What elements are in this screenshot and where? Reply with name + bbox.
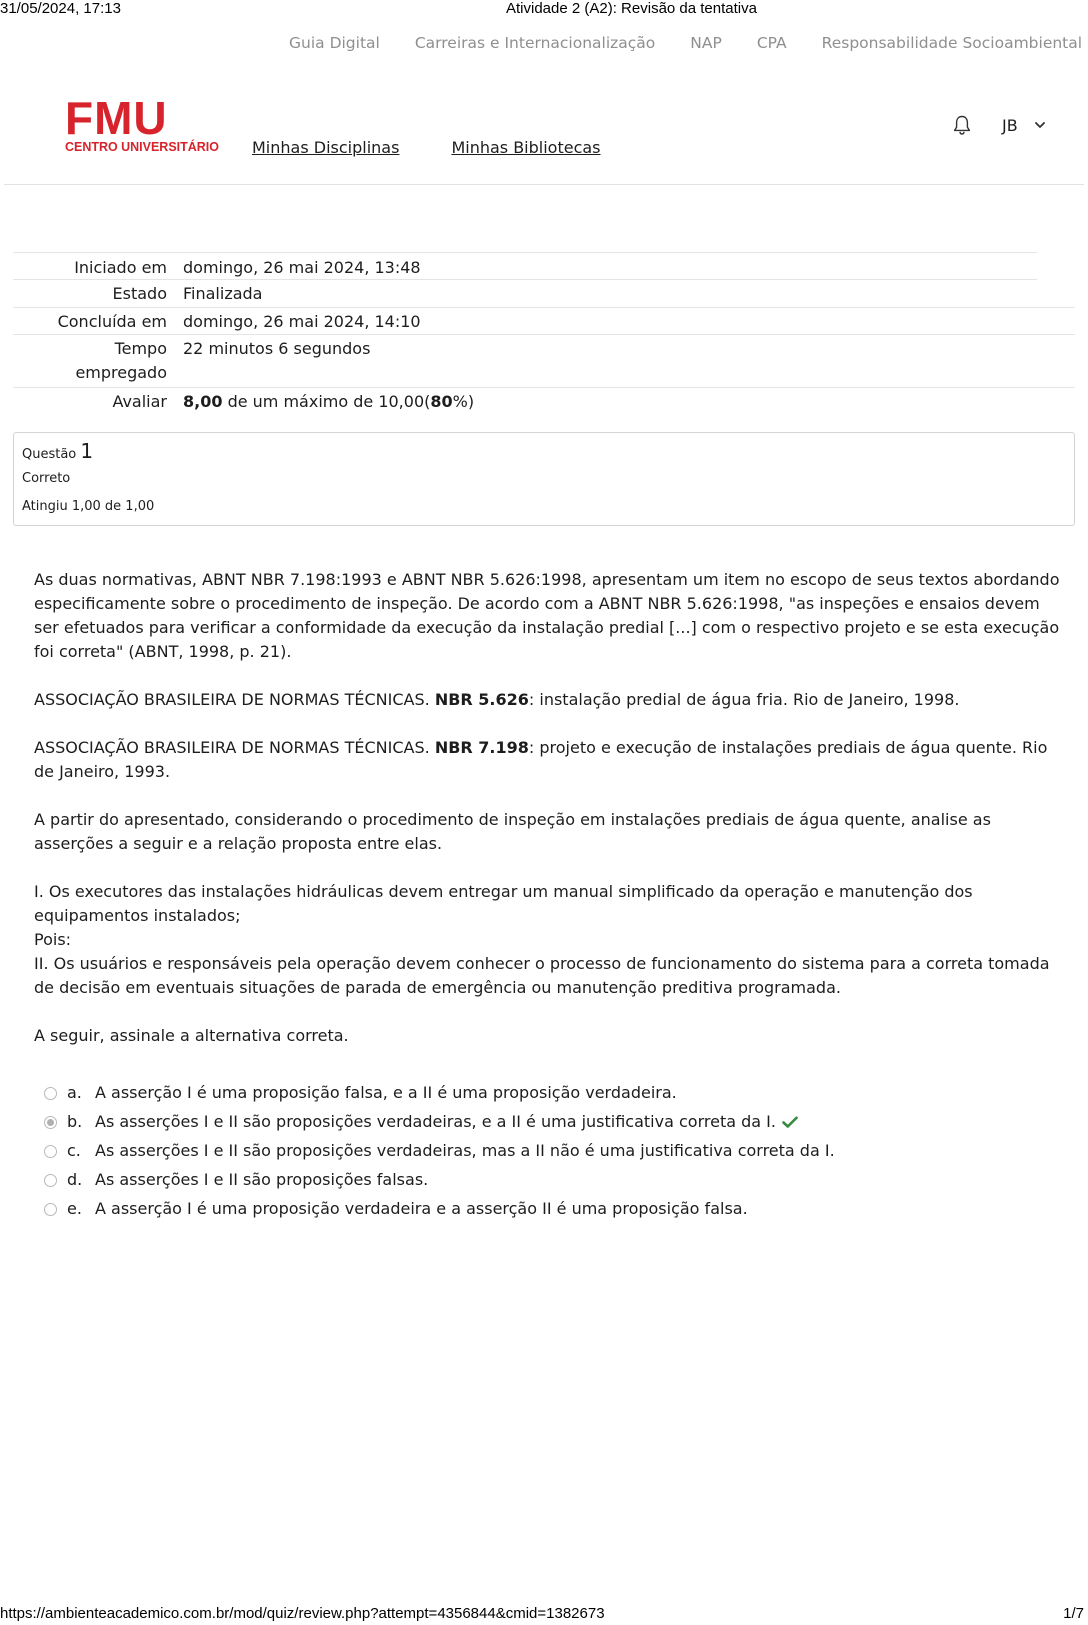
answer-letter: b.	[67, 1112, 83, 1131]
answer-letter: c.	[67, 1141, 81, 1160]
reference-standard: NBR 7.198	[434, 738, 529, 757]
answer-radio[interactable]	[44, 1174, 57, 1187]
reference-author: ASSOCIAÇÃO BRASILEIRA DE NORMAS TÉCNICAS.	[34, 738, 435, 757]
question-grade: Atingiu 1,00 de 1,00	[22, 499, 155, 514]
summary-row-estado	[13, 279, 1037, 307]
answer-radio[interactable]	[44, 1087, 57, 1100]
question-info-box	[13, 432, 1075, 526]
answer-text: As asserções I e II são proposições verdadeiras, mas a II não é uma justificativa correta da I.	[95, 1141, 835, 1160]
answer-options	[44, 1081, 1044, 1226]
user-area	[952, 114, 1046, 136]
question-text	[34, 568, 1064, 1048]
top-link-cpa[interactable]: CPA	[756, 34, 787, 52]
assertion-2: II. Os usuários e responsáveis pela operação devem conhecer o processo de funcionamento do sistema para a correta tomada de decisão em eventuais situações de parada de emergência ou manutenção preditiva programada.	[34, 954, 1050, 997]
summary-label	[13, 337, 167, 385]
reference-2	[34, 736, 1064, 784]
top-link-carreiras[interactable]: Carreiras e Internacionalização	[414, 34, 656, 52]
answer-text: As asserções I e II são proposições falsas.	[95, 1170, 429, 1189]
question-number-value: 1	[80, 439, 94, 463]
summary-row-iniciado	[13, 252, 1037, 279]
answer-text: As asserções I e II são proposições verdadeiras, e a II é uma justificativa correta da I.	[95, 1112, 776, 1131]
score-value: 8,00	[183, 392, 223, 411]
reference-title: : instalação predial de água fria. Rio de Janeiro, 1998.	[528, 690, 960, 709]
question-instruction: A seguir, assinale a alternativa correta.	[34, 1026, 349, 1045]
summary-row-tempo	[13, 334, 1075, 387]
check-icon	[782, 1116, 798, 1128]
print-footer	[0, 1605, 1088, 1625]
summary-label: Avaliar	[112, 392, 167, 411]
summary-label-line: empregado	[75, 363, 167, 382]
summary-label-line: Tempo	[114, 339, 167, 358]
summary-label: Iniciado em	[74, 258, 167, 277]
summary-row-avaliar	[13, 387, 1075, 419]
summary-value	[183, 390, 474, 414]
print-header	[0, 0, 1088, 18]
nav-minhas-bibliotecas[interactable]: Minhas Bibliotecas	[451, 138, 601, 157]
fmu-logo[interactable]	[65, 92, 219, 157]
print-datetime: 31/05/2024, 17:13	[0, 0, 121, 17]
assertion-1: I. Os executores das instalações hidráulicas devem entregar um manual simplificado da operação e manutenção dos equipamentos instalados;	[34, 882, 973, 925]
answer-text: A asserção I é uma proposição falsa, e a II é uma proposição verdadeira.	[95, 1083, 677, 1102]
summary-value: domingo, 26 mai 2024, 13:48	[183, 258, 421, 277]
answer-option-a[interactable]	[44, 1081, 1044, 1110]
answer-option-d[interactable]	[44, 1168, 1044, 1197]
summary-label: Concluída em	[57, 312, 167, 331]
pois-label: Pois:	[34, 930, 72, 949]
question-intro: A partir do apresentado, considerando o procedimento de inspeção em instalações prediais de água quente, analise as asserções a seguir e a relação proposta entre elas.	[34, 810, 991, 853]
answer-letter: e.	[67, 1199, 82, 1218]
summary-row-concluida	[13, 307, 1075, 334]
question-state: Correto	[22, 471, 71, 486]
answer-radio-selected[interactable]	[44, 1116, 57, 1129]
answer-option-b[interactable]	[44, 1110, 1044, 1139]
answer-text: A asserção I é uma proposição verdadeira e a asserção II é uma proposição falsa.	[95, 1199, 748, 1218]
reference-title: : projeto e execução de instalações prediais de água quente. Rio de Janeiro, 1993.	[34, 738, 1048, 781]
print-document-title: Atividade 2 (A2): Revisão da tentativa	[506, 0, 757, 17]
answer-letter: d.	[67, 1170, 83, 1189]
answer-option-c[interactable]	[44, 1139, 1044, 1168]
header-divider	[4, 184, 1084, 185]
reference-author: ASSOCIAÇÃO BRASILEIRA DE NORMAS TÉCNICAS.	[34, 690, 435, 709]
top-link-responsabilidade[interactable]: Responsabilidade Socioambiental	[821, 34, 1083, 52]
main-nav	[252, 138, 653, 157]
print-page-number: 1/7	[1063, 1605, 1084, 1622]
bell-icon[interactable]	[952, 114, 972, 136]
question-paragraph: As duas normativas, ABNT NBR 7.198:1993 e ABNT NBR 5.626:1998, apresentam um item no escopo de seus textos abordando especificamente sobre o procedimento de inspeção. De acordo com a ABNT NBR 5.626:1998, "as inspeções e ensaios devem ser efetuados para verificar a conformidade da execução da instalação predial [...] com o respectivo projeto e se esta execução foi correta" (ABNT, 1998, p. 21).	[34, 570, 1060, 661]
answer-text-wrap	[95, 1110, 798, 1134]
attempt-summary-table	[13, 252, 1075, 419]
reference-standard: NBR 5.626	[434, 690, 529, 709]
top-link-guia-digital[interactable]: Guia Digital	[289, 34, 380, 52]
answer-radio[interactable]	[44, 1203, 57, 1216]
top-link-nap[interactable]: NAP	[690, 34, 722, 52]
logo-subtitle: CENTRO UNIVERSITÁRIO	[65, 139, 219, 154]
answer-letter: a.	[67, 1083, 82, 1102]
answer-radio[interactable]	[44, 1145, 57, 1158]
reference-1	[34, 688, 1064, 712]
question-label: Questão	[22, 447, 81, 462]
answer-option-e[interactable]	[44, 1197, 1044, 1226]
top-links	[289, 34, 1082, 52]
chevron-down-icon[interactable]	[1034, 120, 1046, 130]
question-number	[22, 439, 93, 463]
logo-brand: FMU	[65, 92, 168, 144]
score-percent: 80	[430, 392, 453, 411]
nav-minhas-disciplinas[interactable]: Minhas Disciplinas	[252, 138, 400, 157]
summary-value: domingo, 26 mai 2024, 14:10	[183, 312, 421, 331]
score-text: de um máximo de 10,00(	[222, 392, 431, 411]
summary-value: Finalizada	[183, 284, 263, 303]
user-initials[interactable]: JB	[1002, 115, 1018, 135]
score-text-end: %)	[452, 392, 475, 411]
summary-label: Estado	[112, 284, 167, 303]
summary-value: 22 minutos 6 segundos	[183, 339, 371, 358]
print-url: https://ambienteacademico.com.br/mod/quiz/review.php?attempt=4356844&cmid=1382673	[0, 1605, 605, 1622]
